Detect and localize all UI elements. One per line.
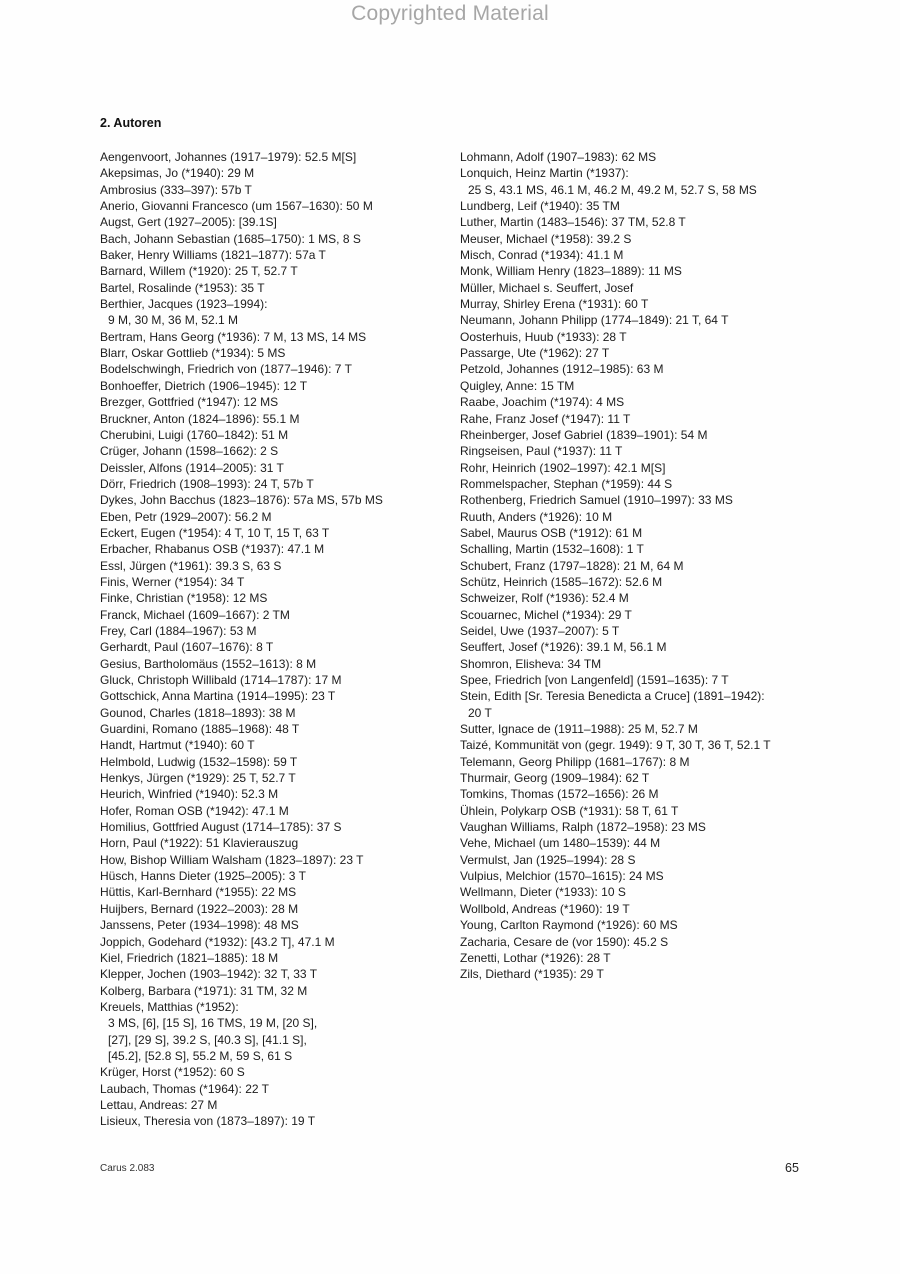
index-entry: Deissler, Alfons (1914–2005): 31 T <box>100 460 284 475</box>
index-entry: Schütz, Heinrich (1585–1672): 52.6 M <box>460 574 663 589</box>
index-entry: Rahe, Franz Josef (*1947): 11 T <box>460 411 631 426</box>
index-entry: Janssens, Peter (1934–1998): 48 MS <box>100 918 299 933</box>
index-entry: Rohr, Heinrich (1902–1997): 42.1 M[S] <box>460 460 666 475</box>
index-entry: Oosterhuis, Huub (*1933): 28 T <box>460 329 627 344</box>
index-entry: Klepper, Jochen (1903–1942): 32 T, 33 T <box>100 967 318 982</box>
index-entry: Cherubini, Luigi (1760–1842): 51 M <box>100 427 289 442</box>
index-entry: Wellmann, Dieter (*1933): 10 S <box>460 885 626 900</box>
index-entry: Vermulst, Jan (1925–1994): 28 S <box>460 852 636 867</box>
index-entry: Petzold, Johannes (1912–1985): 63 M <box>460 362 664 377</box>
index-entry: Kreuels, Matthias (*1952): <box>100 999 239 1014</box>
index-entry: Lisieux, Theresia von (1873–1897): 19 T <box>100 1114 316 1129</box>
index-entry: Neumann, Johann Philipp (1774–1849): 21 T, 64 T <box>460 313 729 328</box>
index-entry: Wollbold, Andreas (*1960): 19 T <box>460 901 630 916</box>
index-entry: Sutter, Ignace de (1911–1988): 25 M, 52.7 M <box>460 722 698 737</box>
index-entry: Lettau, Andreas: 27 M <box>100 1097 218 1112</box>
index-entry: Gounod, Charles (1818–1893): 38 M <box>100 705 296 720</box>
index-entry: Ühlein, Polykarp OSB (*1931): 58 T, 61 T <box>460 803 679 818</box>
authors-column-left <box>100 149 440 1130</box>
index-entry: Quigley, Anne: 15 TM <box>460 378 575 393</box>
index-entry: Handt, Hartmut (*1940): 60 T <box>100 738 255 753</box>
index-entry: Gesius, Bartholomäus (1552–1613): 8 M <box>100 656 317 671</box>
index-entry: Scouarnec, Michel (*1934): 29 T <box>460 607 632 622</box>
index-entry: Essl, Jürgen (*1961): 39.3 S, 63 S <box>100 558 282 573</box>
index-entry: Hüsch, Hanns Dieter (1925–2005): 3 T <box>100 869 306 884</box>
index-entry: Bodelschwingh, Friedrich von (1877–1946): 7 T <box>100 362 352 377</box>
index-entry: Bruckner, Anton (1824–1896): 55.1 M <box>100 411 300 426</box>
index-entry: Rothenberg, Friedrich Samuel (1910–1997): 33 MS <box>460 493 733 508</box>
index-entry: Bertram, Hans Georg (*1936): 7 M, 13 MS, 14 MS <box>100 329 367 344</box>
index-entry: Stein, Edith [Sr. Teresia Benedicta a Cruce] (1891–1942): <box>460 689 765 704</box>
index-entry: Schweizer, Rolf (*1936): 52.4 M <box>460 591 629 606</box>
index-entry: Ringseisen, Paul (*1937): 11 T <box>460 444 623 459</box>
index-entry: Franck, Michael (1609–1667): 2 TM <box>100 607 290 622</box>
index-entry: Ambrosius (333–397): 57b T <box>100 182 252 197</box>
index-entry: Horn, Paul (*1922): 51 Klavierauszug <box>100 836 299 851</box>
index-entry: Ruuth, Anders (*1926): 10 M <box>460 509 613 524</box>
index-entry: Huijbers, Bernard (1922–2003): 28 M <box>100 901 299 916</box>
index-entry-continuation: 3 MS, [6], [15 S], 16 TMS, 19 M, [20 S], <box>108 1016 318 1031</box>
index-entry: Eckert, Eugen (*1954): 4 T, 10 T, 15 T, 63 T <box>100 525 330 540</box>
index-entry: Lohmann, Adolf (1907–1983): 62 MS <box>460 150 657 164</box>
catalog-number: Carus 2.083 <box>100 1163 155 1174</box>
index-entry: Hofer, Roman OSB (*1942): 47.1 M <box>100 803 289 818</box>
index-entry: Heurich, Winfried (*1940): 52.3 M <box>100 787 279 802</box>
index-entry: Eben, Petr (1929–2007): 56.2 M <box>100 509 272 524</box>
index-entry: Rommelspacher, Stephan (*1959): 44 S <box>460 476 673 491</box>
index-entry: Brezger, Gottfried (*1947): 12 MS <box>100 395 279 410</box>
index-entry: Monk, William Henry (1823–1889): 11 MS <box>460 264 682 279</box>
index-entry: Augst, Gert (1927–2005): [39.1S] <box>100 215 277 230</box>
index-entry: Zenetti, Lothar (*1926): 28 T <box>460 950 611 965</box>
index-entry: Frey, Carl (1884–1967): 53 M <box>100 623 257 638</box>
index-entry: Tomkins, Thomas (1572–1656): 26 M <box>460 787 659 802</box>
index-entry: Shomron, Elisheva: 34 TM <box>460 656 602 671</box>
index-entry: Raabe, Joachim (*1974): 4 MS <box>460 395 625 410</box>
index-entry: Dörr, Friedrich (1908–1993): 24 T, 57b T <box>100 476 314 491</box>
page-number: 65 <box>785 1161 799 1175</box>
index-entry: Taizé, Kommunität von (gegr. 1949): 9 T, 30 T, 36 T, 52.1 T <box>460 738 771 753</box>
index-entry: Gottschick, Anna Martina (1914–1995): 23 T <box>100 689 336 704</box>
index-entry: Misch, Conrad (*1934): 41.1 M <box>460 248 624 263</box>
index-entry: Vulpius, Melchior (1570–1615): 24 MS <box>460 869 664 884</box>
index-entry: Aengenvoort, Johannes (1917–1979): 52.5 M[S] <box>100 150 357 164</box>
index-entry: Crüger, Johann (1598–1662): 2 S <box>100 444 279 459</box>
index-entry: Vehe, Michael (um 1480–1539): 44 M <box>460 836 661 851</box>
index-entry: Blarr, Oskar Gottlieb (*1934): 5 MS <box>100 346 286 361</box>
index-entry: Thurmair, Georg (1909–1984): 62 T <box>460 771 650 786</box>
index-entry: Henkys, Jürgen (*1929): 25 T, 52.7 T <box>100 771 296 786</box>
index-entry: Lundberg, Leif (*1940): 35 TM <box>460 199 620 214</box>
index-entry: Hüttis, Karl-Bernhard (*1955): 22 MS <box>100 885 297 900</box>
index-entry: Helmbold, Ludwig (1532–1598): 59 T <box>100 754 298 769</box>
index-entry: Zacharia, Cesare de (vor 1590): 45.2 S <box>460 934 669 949</box>
index-entry: Passarge, Ute (*1962): 27 T <box>460 346 610 361</box>
index-entry: Zils, Diethard (*1935): 29 T <box>460 967 604 982</box>
index-entry: Berthier, Jacques (1923–1994): <box>100 297 268 312</box>
index-entry: Young, Carlton Raymond (*1926): 60 MS <box>460 918 678 933</box>
index-entry: Finke, Christian (*1958): 12 MS <box>100 591 268 606</box>
index-entry: Bonhoeffer, Dietrich (1906–1945): 12 T <box>100 378 308 393</box>
index-entry: How, Bishop William Walsham (1823–1897): 23 T <box>100 852 364 867</box>
index-entry: Schalling, Martin (1532–1608): 1 T <box>460 542 644 557</box>
copyright-watermark: Copyrighted Material <box>351 2 549 25</box>
index-entry: Dykes, John Bacchus (1823–1876): 57a MS, 57b MS <box>100 493 383 508</box>
index-entry: Joppich, Godehard (*1932): [43.2 T], 47.1 M <box>100 934 335 949</box>
index-entry-continuation: 20 T <box>468 705 492 720</box>
index-entry: Seidel, Uwe (1937–2007): 5 T <box>460 623 620 638</box>
index-entry: Baker, Henry Williams (1821–1877): 57a T <box>100 248 326 263</box>
index-entry: Bach, Johann Sebastian (1685–1750): 1 MS, 8 S <box>100 231 361 246</box>
index-entry: Telemann, Georg Philipp (1681–1767): 8 M <box>460 754 690 769</box>
index-entry-continuation: [45.2], [52.8 S], 55.2 M, 59 S, 61 S <box>108 1048 293 1063</box>
index-entry: Krüger, Horst (*1952): 60 S <box>100 1065 245 1080</box>
section-heading: 2. Autoren <box>100 116 162 130</box>
index-entry-continuation: 25 S, 43.1 MS, 46.1 M, 46.2 M, 49.2 M, 52.7 S, 58 MS <box>468 182 757 197</box>
index-entry: Spee, Friedrich [von Langenfeld] (1591–1635): 7 T <box>460 673 729 687</box>
index-entry: Anerio, Giovanni Francesco (um 1567–1630): 50 M <box>100 199 373 214</box>
index-entry-continuation: [27], [29 S], 39.2 S, [40.3 S], [41.1 S], <box>108 1032 307 1047</box>
index-entry: Kiel, Friedrich (1821–1885): 18 M <box>100 950 279 965</box>
index-entry: Müller, Michael s. Seuffert, Josef <box>460 280 634 295</box>
index-entry: Murray, Shirley Erena (*1931): 60 T <box>460 297 649 312</box>
index-entry: Lonquich, Heinz Martin (*1937): <box>460 166 629 181</box>
index-entry: Luther, Martin (1483–1546): 37 TM, 52.8 T <box>460 215 686 230</box>
index-entry: Gerhardt, Paul (1607–1676): 8 T <box>100 640 274 655</box>
index-entry: Kolberg, Barbara (*1971): 31 TM, 32 M <box>100 983 308 998</box>
index-entry: Rheinberger, Josef Gabriel (1839–1901): 54 M <box>460 427 708 442</box>
index-entry: Meuser, Michael (*1958): 39.2 S <box>460 231 632 246</box>
index-entry: Bartel, Rosalinde (*1953): 35 T <box>100 280 265 295</box>
index-entry: Akepsimas, Jo (*1940): 29 M <box>100 166 255 181</box>
index-entry: Vaughan Williams, Ralph (1872–1958): 23 MS <box>460 820 706 835</box>
index-entry: Erbacher, Rhabanus OSB (*1937): 47.1 M <box>100 542 325 557</box>
index-entry: Laubach, Thomas (*1964): 22 T <box>100 1081 269 1096</box>
index-entry: Gluck, Christoph Willibald (1714–1787): 17 M <box>100 673 342 687</box>
index-entry: Schubert, Franz (1797–1828): 21 M, 64 M <box>460 558 684 573</box>
index-entry: Sabel, Maurus OSB (*1912): 61 M <box>460 525 643 540</box>
index-entry-continuation: 9 M, 30 M, 36 M, 52.1 M <box>108 313 239 328</box>
authors-column-right <box>460 149 805 983</box>
index-entry: Homilius, Gottfried August (1714–1785): 37 S <box>100 820 342 835</box>
index-entry: Guardini, Romano (1885–1968): 48 T <box>100 722 300 737</box>
index-entry: Seuffert, Josef (*1926): 39.1 M, 56.1 M <box>460 640 667 655</box>
index-entry: Barnard, Willem (*1920): 25 T, 52.7 T <box>100 264 298 279</box>
index-entry: Finis, Werner (*1954): 34 T <box>100 574 245 589</box>
